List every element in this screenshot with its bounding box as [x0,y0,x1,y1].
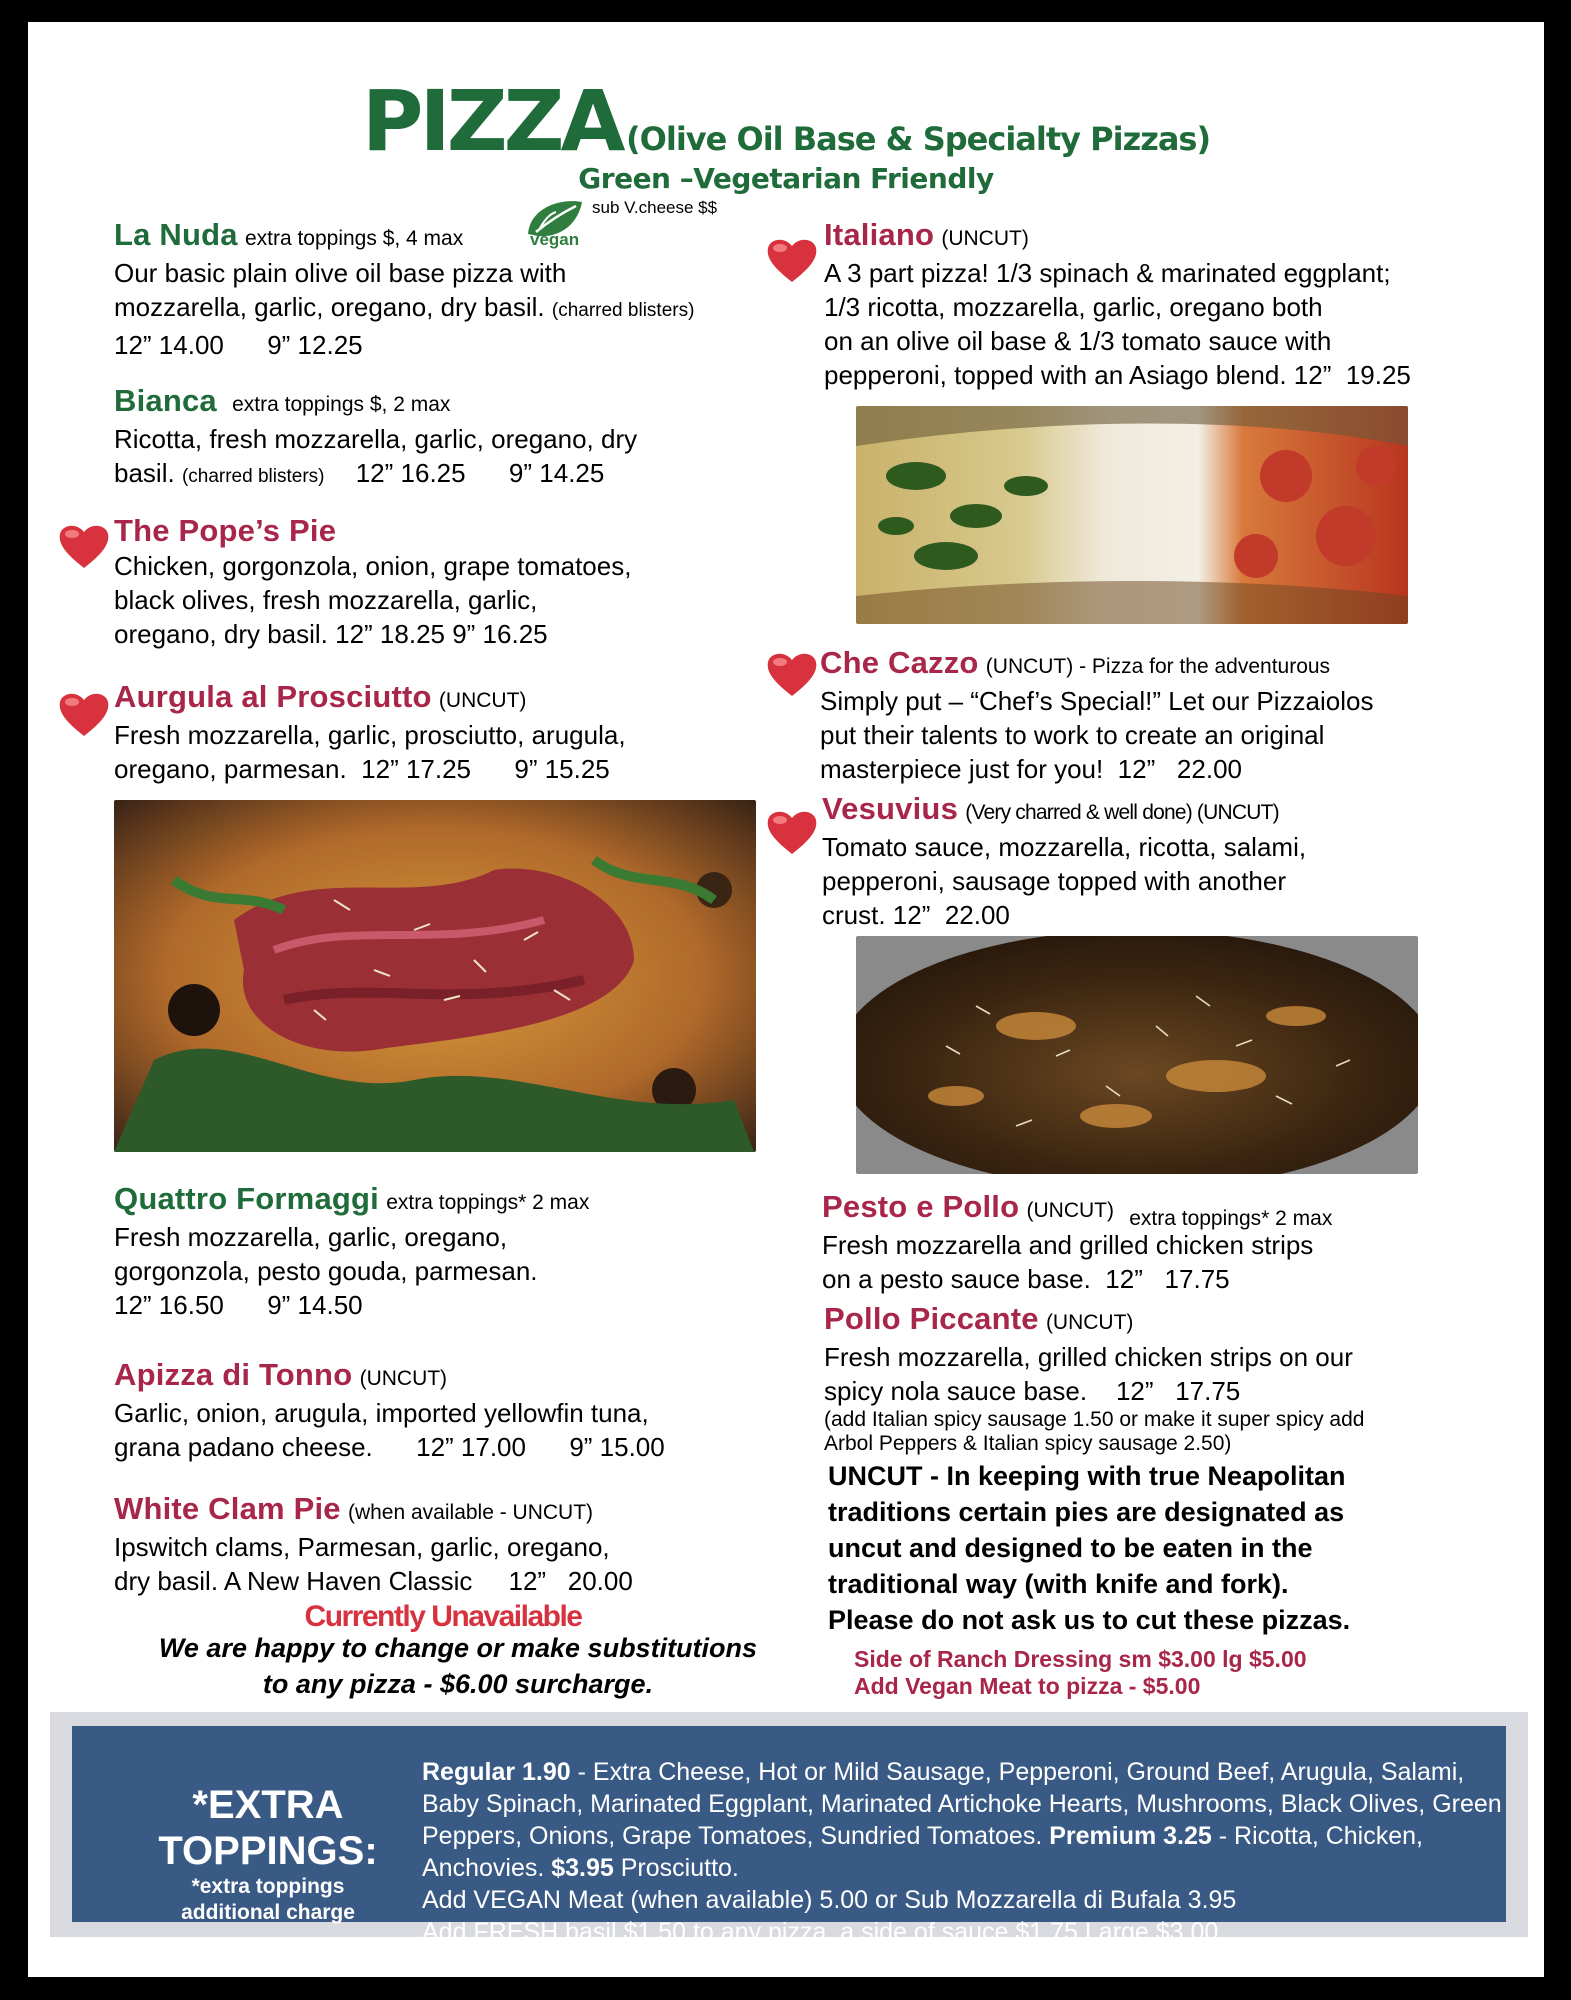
prosciutto-price: $3.95 [551,1854,614,1882]
item-note: (charred blisters) [551,300,695,321]
item-description: Ricotta, fresh mozzarella, garlic, oregano, dry [114,424,638,454]
item-note: (UNCUT) [438,689,527,712]
item-name: Vesuvius [822,791,959,826]
menu-item-white-clam-pie [114,1492,854,1598]
vegan-cheese-note: sub V.cheese $$ [592,198,718,217]
item-description: A 3 part pizza! 1/3 spinach & marinated eggplant; 1/3 ricotta, mozzarella, garlic, oregano both on an olive oil base & 1/3 tomato sauce with pepperoni, topped with an Asiago blend. 12” 19.25 [824,258,1411,390]
menu-header [28,72,1544,170]
item-price: 12” 14.00 9” 12.25 [114,330,363,360]
item-note: extra toppings* 2 max [1129,1207,1333,1230]
heart-icon [58,522,110,570]
item-note: (UNCUT) [359,1367,448,1390]
menu-item-italiano [824,218,1524,392]
unavailable-notice: Currently Unavailable [304,1600,582,1633]
regular-toppings-list: - Extra Cheese, Hot or Mild Sausage, Pepperoni, Ground Beef, Arugula, Salami, Baby Spinach, Marinated Eggplant, Marinated Artichoke Hearts, Mushrooms, Black Olives, Green Peppers, Onions, Grape Tomatoes, Sundried Tomatoes. [422,1758,1502,1850]
item-note: (UNCUT) [1045,1311,1134,1334]
vegetarian-legend: Green –Vegetarian Friendly [578,162,994,195]
menu-page [28,22,1544,1977]
item-name: Bianca [114,383,217,418]
vesuvius-pizza-photo [856,936,1418,1174]
heart-icon [766,236,818,284]
item-description: Fresh mozzarella and grilled chicken strips on a pesto sauce base. 12” 17.75 [822,1230,1314,1294]
menu-item-che-cazzo [820,646,1540,786]
item-name: Pollo Piccante [824,1301,1039,1336]
menu-item-la-nuda [114,218,834,362]
item-note: (when available - UNCUT) [347,1501,594,1524]
menu-item-popes-pie [114,514,834,651]
prosciutto-label: Prosciutto. [613,1854,739,1882]
item-description: Garlic, onion, arugula, imported yellowfin tuna, grana padano cheese. 12” 17.00 9” 15.00 [114,1398,665,1462]
item-name: The Pope’s Pie [114,513,337,548]
item-note: (UNCUT) [941,227,1029,250]
extra-toppings-heading: *EXTRA TOPPINGS: [158,1783,378,1873]
substitutions-note: We are happy to change or make substitutions to any pizza - $6.00 surcharge. [158,1633,758,1699]
menu-item-apizza-di-tonno [114,1358,854,1464]
item-description: basil. [114,458,175,488]
item-note: (Very charred & well done) (UNCUT) [965,801,1279,824]
menu-item-pesto-e-pollo [822,1190,1542,1296]
ranch-dressing-price: Side of Ranch Dressing sm $3.00 lg $5.00 [854,1646,1307,1672]
prosciutto-pizza-photo [114,800,756,1152]
menu-item-pollo-piccante [824,1302,1544,1458]
heart-icon [766,650,818,698]
item-note: (UNCUT) [1026,1199,1114,1222]
extra-toppings-charge-note: *extra toppings additional charge [181,1875,355,1924]
uncut-policy-note: UNCUT - In keeping with true Neapolitan traditions certain pies are designated as uncut and designed to be eaten in the traditional way (with knife and fork). Please do not ask us to cut these pizzas. [828,1461,1351,1635]
heart-icon [766,808,818,856]
item-name: Aurgula al Prosciutto [114,679,432,714]
item-note: extra toppings* 2 max [386,1191,590,1214]
extra-toppings-list [422,1756,1522,1948]
item-note: extra toppings $, 2 max [232,393,451,416]
item-note: extra toppings $, 4 max [244,227,464,250]
item-description: mozzarella, garlic, oregano, dry basil. [114,292,545,322]
item-note: (UNCUT) - Pizza for the adventurous [985,655,1331,678]
item-name: Quattro Formaggi [114,1181,379,1216]
title-subheading: (Olive Oil Base & Specialty Pizzas) [626,120,1211,158]
premium-toppings-list: - Ricotta, Chicken, Anchovies. [422,1822,1423,1882]
item-description: Fresh mozzarella, grilled chicken strips on our spicy nola sauce base. 12” 17.75 [824,1342,1353,1406]
item-description: Chicken, gorgonzola, onion, grape tomatoes, black olives, fresh mozzarella, garlic, oregano, dry basil. 12” 18.25 9” 16.25 [114,551,632,649]
regular-toppings-price: Regular 1.90 [422,1758,571,1786]
item-name: Pesto e Pollo [822,1189,1020,1224]
menu-item-quattro-formaggi [114,1182,834,1322]
item-description: Fresh mozzarella, garlic, oregano, gorgonzola, pesto gouda, parmesan. 12” 16.50 9” 14.50 [114,1222,538,1320]
item-description: Our basic plain olive oil base pizza with [114,258,567,288]
italiano-pizza-photo [856,406,1408,624]
item-name: Italiano [824,217,935,252]
fresh-basil-line: Add FRESH basil $1.50 to any pizza, a side of sauce $1.75 Large $3.00 [422,1918,1219,1946]
page-title: PIZZA [361,72,622,170]
premium-toppings-price: Premium 3.25 [1049,1822,1212,1850]
item-name: La Nuda [114,217,238,252]
item-price: 12” 16.25 9” 14.25 [355,458,605,488]
item-description: Ipswitch clams, Parmesan, garlic, oregano, dry basil. A New Haven Classic 12” 20.00 [114,1532,633,1596]
item-description: Simply put – “Chef’s Special!” Let our Pizzaiolos put their talents to work to create an original masterpiece just for you! 12” 22.00 [820,686,1374,784]
item-name: Che Cazzo [820,645,979,680]
sides-list [854,1646,1307,1700]
menu-item-bianca [114,384,834,494]
item-note: (charred blisters) [181,466,325,487]
heart-icon [58,690,110,738]
menu-item-aurgula [114,680,834,786]
item-description: Tomato sauce, mozzarella, ricotta, salami, pepperoni, sausage topped with another crust. 12” 22.00 [822,832,1307,930]
vegan-meat-price: Add Vegan Meat to pizza - $5.00 [854,1673,1201,1699]
item-name: Apizza di Tonno [114,1357,353,1392]
vegan-meat-line: Add VEGAN Meat (when available) 5.00 or Sub Mozzarella di Bufala 3.95 [422,1886,1237,1914]
item-description: Fresh mozzarella, garlic, prosciutto, arugula, oregano, parmesan. 12” 17.25 9” 15.25 [114,720,626,784]
item-name: White Clam Pie [114,1491,341,1526]
vegan-badge-label: vegan [530,230,580,249]
menu-item-vesuvius [822,792,1542,932]
item-addon-note: (add Italian spicy sausage 1.50 or make it super spicy add Arbol Peppers & Italian spicy sausage 2.50) [824,1408,1365,1455]
